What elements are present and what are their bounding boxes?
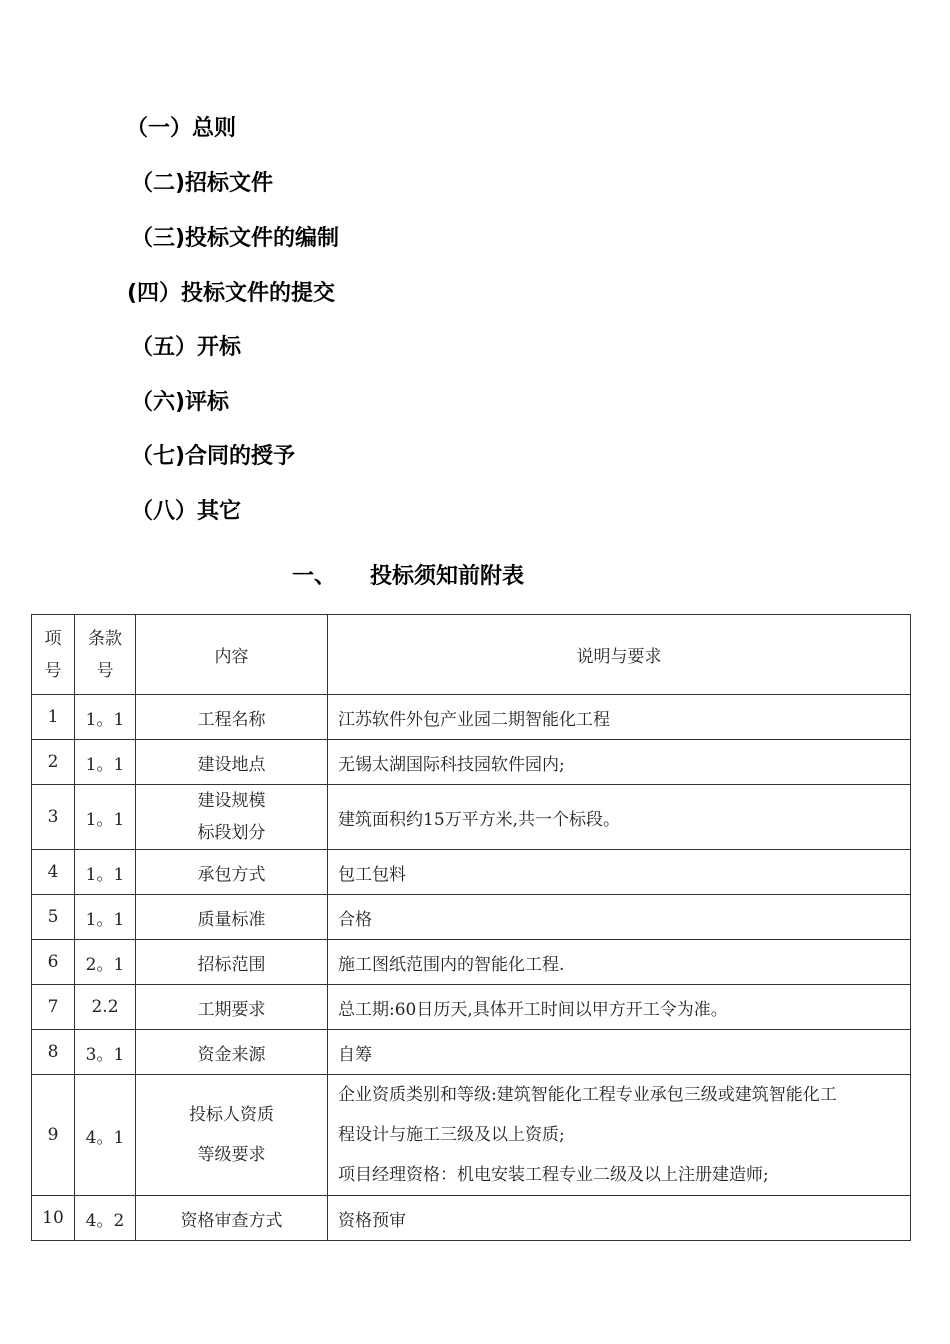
row-clause: 3。1 (75, 1030, 136, 1075)
table-row (32, 1075, 911, 1196)
row-description: 包工包料 (328, 850, 911, 895)
table-row (32, 895, 911, 940)
row-index: 1 (32, 695, 75, 740)
row-content: 资金来源 (136, 1030, 328, 1075)
row-description: 自筹 (328, 1030, 911, 1075)
row-index: 2 (32, 740, 75, 785)
toc-item-bid-submission: (四）投标文件的提交 (127, 281, 336, 306)
toc-item-bid-evaluation: （六)评标 (131, 390, 230, 415)
toc-item-contract-award: （七)合同的授予 (131, 444, 296, 469)
table-row (32, 940, 911, 985)
row-clause: 4。1 (75, 1075, 136, 1196)
header-index: 项 号 (32, 615, 75, 695)
row-clause: 1。1 (75, 850, 136, 895)
row-content: 承包方式 (136, 850, 328, 895)
row-clause: 1。1 (75, 695, 136, 740)
row-index: 4 (32, 850, 75, 895)
toc-item-tender-documents: （二)招标文件 (131, 171, 274, 196)
row-description: 资格预审 (328, 1196, 911, 1241)
table-row (32, 985, 911, 1030)
row-content: 质量标准 (136, 895, 328, 940)
bid-instructions-table (31, 614, 911, 1241)
table-row (32, 740, 911, 785)
header-clause: 条款 号 (75, 615, 136, 695)
row-description: 总工期:60日历天,具体开工时间以甲方开工令为准。 (328, 985, 911, 1030)
header-content: 内容 (136, 615, 328, 695)
row-content: 投标人资质 等级要求 (136, 1075, 328, 1196)
row-description: 建筑面积约15万平方米,共一个标段。 (328, 785, 911, 850)
row-description: 企业资质类别和等级:建筑智能化工程专业承包三级或建筑智能化工 程设计与施工三级及以上资质; 项目经理资格：机电安装工程专业二级及以上注册建造师; (328, 1075, 911, 1196)
toc-item-bid-opening: （五）开标 (131, 335, 242, 360)
row-description: 江苏软件外包产业园二期智能化工程 (328, 695, 911, 740)
row-content: 建设规模 标段划分 (136, 785, 328, 850)
row-clause: 4。2 (75, 1196, 136, 1241)
row-description: 合格 (328, 895, 911, 940)
table-row (32, 1030, 911, 1075)
table-row (32, 695, 911, 740)
row-description: 无锡太湖国际科技园软件园内; (328, 740, 911, 785)
table-row (32, 1196, 911, 1241)
section-number: 一、 (292, 564, 337, 589)
section-heading: 投标须知前附表 (370, 564, 525, 589)
header-description: 说明与要求 (328, 615, 911, 695)
table-row (32, 785, 911, 850)
row-clause: 2。1 (75, 940, 136, 985)
row-clause: 1。1 (75, 740, 136, 785)
row-index: 8 (32, 1030, 75, 1075)
row-index: 3 (32, 785, 75, 850)
toc-item-general: （一）总则 (126, 116, 237, 141)
row-index: 10 (32, 1196, 75, 1241)
row-clause: 2.2 (75, 985, 136, 1030)
table-header-row (32, 615, 911, 695)
row-content: 资格审查方式 (136, 1196, 328, 1241)
row-description: 施工图纸范围内的智能化工程. (328, 940, 911, 985)
row-content: 工期要求 (136, 985, 328, 1030)
row-index: 7 (32, 985, 75, 1030)
row-content: 建设地点 (136, 740, 328, 785)
row-index: 9 (32, 1075, 75, 1196)
row-content: 工程名称 (136, 695, 328, 740)
row-content: 招标范围 (136, 940, 328, 985)
toc-item-other: （八）其它 (131, 499, 242, 524)
table-row (32, 850, 911, 895)
row-index: 5 (32, 895, 75, 940)
toc-item-bid-preparation: （三)投标文件的编制 (131, 226, 340, 251)
row-clause: 1。1 (75, 895, 136, 940)
row-index: 6 (32, 940, 75, 985)
row-clause: 1。1 (75, 785, 136, 850)
